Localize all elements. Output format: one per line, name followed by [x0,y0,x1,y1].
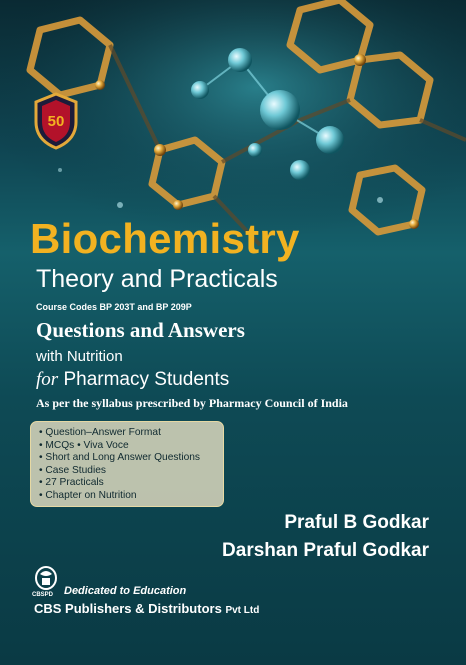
book-title: Biochemistry [30,215,300,262]
author-name: Praful B Godkar [284,512,429,533]
audience-line [36,370,229,389]
feature-item: • 27 Practicals [39,477,104,489]
publisher-logo-text: CBSPD [32,592,54,598]
course-codes: Course Codes BP 203T and BP 209P [36,302,192,312]
publisher-tagline: Dedicated to Education [64,585,187,597]
audience-text: Pharmacy Students [63,369,230,390]
book-subtitle: Theory and Practicals [36,265,278,293]
feature-item: • Question–Answer Format [39,427,161,438]
author-name: Darshan Praful Godkar [222,540,429,561]
feature-item: • Chapter on Nutrition [39,489,137,501]
feature-item: • Case Studies [39,464,106,476]
syllabus-note: As per the syllabus prescribed by Pharmacy Council of India [36,396,348,410]
publisher-suffix: Pvt Ltd [225,605,260,616]
nutrition-line: with Nutrition [36,348,123,365]
publisher-logo-icon [34,566,58,592]
qa-heading: Questions and Answers [36,318,245,342]
anniversary-badge-icon [30,92,82,150]
for-word: for [36,369,59,390]
feature-item: • Short and Long Answer Questions [39,452,201,464]
publisher-name: CBS Publishers & Distributors [34,601,222,616]
badge-number: 50 [47,113,65,130]
features-box [30,421,224,507]
publisher-name-line [34,601,259,616]
feature-item: • MCQs • Viva Voce [39,439,129,451]
